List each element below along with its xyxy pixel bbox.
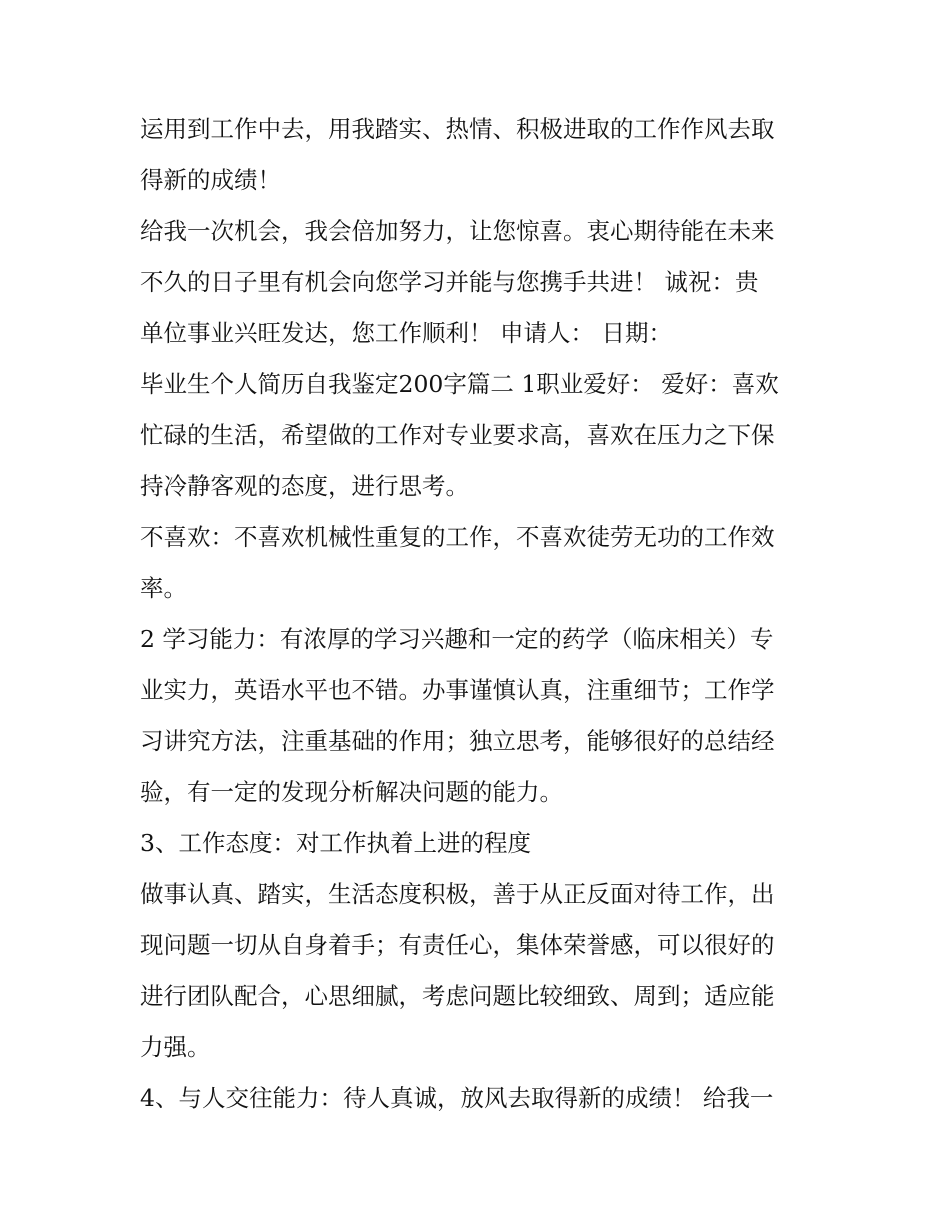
- text-line: 验，有一定的发现分析解决问题的能力。: [140, 778, 563, 806]
- text-line: 业实力，英语水平也不错。办事谨慎认真，注重细节；工作学: [140, 676, 775, 704]
- text-line: 现问题一切从自身着手；有责任心，集体荣誉感，可以很好的: [140, 931, 775, 959]
- text-line: 力强。: [140, 1033, 211, 1061]
- text-line: 2 学习能力：有浓厚的学习兴趣和一定的药学（临床相关）专: [140, 625, 774, 653]
- text-line: 4、与人交往能力：待人真诚，放风去取得新的成绩！ 给我一: [140, 1084, 774, 1112]
- text-line: 毕业生个人简历自我鉴定200字篇二 1职业爱好： 爱好：喜欢: [140, 370, 779, 398]
- text-line: 不久的日子里有机会向您学习并能与您携手共进！ 诚祝：贵: [140, 268, 759, 296]
- text-line: 进行团队配合，心思细腻，考虑问题比较细致、周到；适应能: [140, 982, 775, 1010]
- body-text: [140, 104, 820, 1124]
- text-line: 持冷静客观的态度，进行思考。: [140, 472, 469, 500]
- text-line: 不喜欢：不喜欢机械性重复的工作，不喜欢徒劳无功的工作效: [140, 523, 775, 551]
- text-line: 忙碌的生活，希望做的工作对专业要求高，喜欢在压力之下保: [140, 421, 775, 449]
- text-line: 给我一次机会，我会倍加努力，让您惊喜。衷心期待能在未来: [140, 217, 775, 245]
- text-line: 得新的成绩！: [140, 166, 281, 194]
- text-line: 3、工作态度：对工作执着上进的程度: [140, 829, 531, 857]
- text-line: 做事认真、踏实，生活态度积极，善于从正反面对待工作，出: [140, 880, 775, 908]
- text-line: 习讲究方法，注重基础的作用；独立思考，能够很好的总结经: [140, 727, 775, 755]
- text-line: 单位事业兴旺发达，您工作顺利！ 申请人： 日期：: [140, 319, 672, 347]
- text-line: 率。: [140, 574, 187, 602]
- text-line: 运用到工作中去，用我踏实、热情、积极进取的工作作风去取: [140, 115, 775, 143]
